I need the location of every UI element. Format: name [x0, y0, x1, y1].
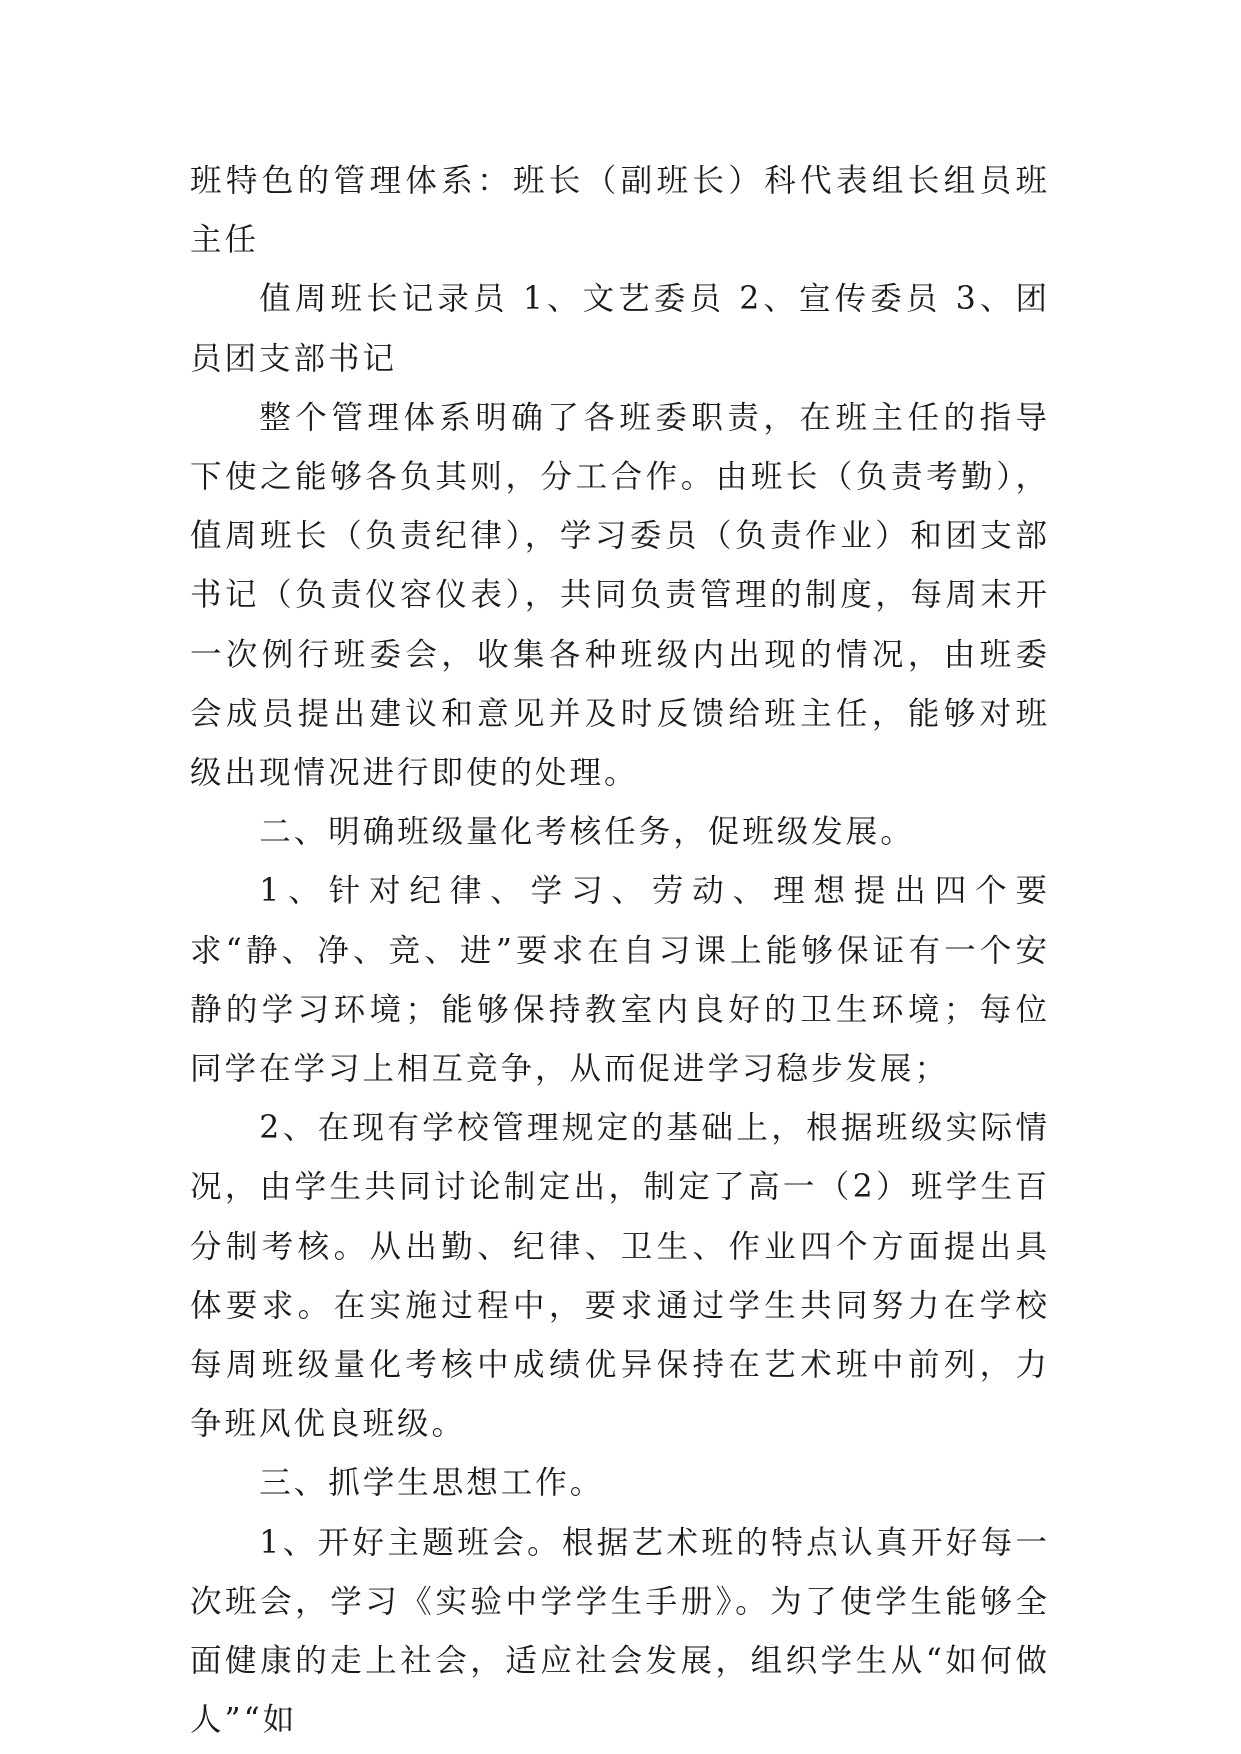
- paragraph-5: 1、针对纪律、学习、劳动、理想提出四个要求“静、净、竞、进”要求在自习课上能够保证有一个安静的学习环境；能够保持教室内良好的卫生环境；每位同学在学习上相互竞争，从而促进学习稳步发展；: [190, 873, 1050, 1088]
- document-body: [190, 152, 1050, 1750]
- paragraph-1: 班特色的管理体系：班长（副班长）科代表组长组员班主任: [190, 163, 1050, 259]
- section-heading-3: 三、抓学生思想工作。: [259, 1465, 605, 1502]
- paragraph-8: 1、开好主题班会。根据艺术班的特点认真开好每一次班会，学习《实验中学学生手册》。为了使学生能够全面健康的走上社会，适应社会发展，组织学生从“如何做人”“如: [190, 1524, 1050, 1739]
- paragraph-3: 整个管理体系明确了各班委职责，在班主任的指导下使之能够各负其则，分工合作。由班长（负责考勤），值周班长（负责纪律），学习委员（负责作业）和团支部书记（负责仪容仪表），共同负责管理的制度，每周末开一次例行班委会，收集各种班级内出现的情况，由班委会成员提出建议和意见并及时反馈给班主任，能够对班级出现情况进行即使的处理。: [190, 399, 1050, 792]
- paragraph-2: 值周班长记录员 1、文艺委员 2、宣传委员 3、团员团支部书记: [190, 281, 1050, 377]
- paragraph-6: 2、在现有学校管理规定的基础上，根据班级实际情况，由学生共同讨论制定出，制定了高一（2）班学生百分制考核。从出勤、纪律、卫生、作业四个方面提出具体要求。在实施过程中，要求通过学生共同努力在学校每周班级量化考核中成绩优异保持在艺术班中前列，力争班风优良班级。: [190, 1110, 1050, 1443]
- section-heading-2: 二、明确班级量化考核任务，促班级发展。: [259, 814, 915, 851]
